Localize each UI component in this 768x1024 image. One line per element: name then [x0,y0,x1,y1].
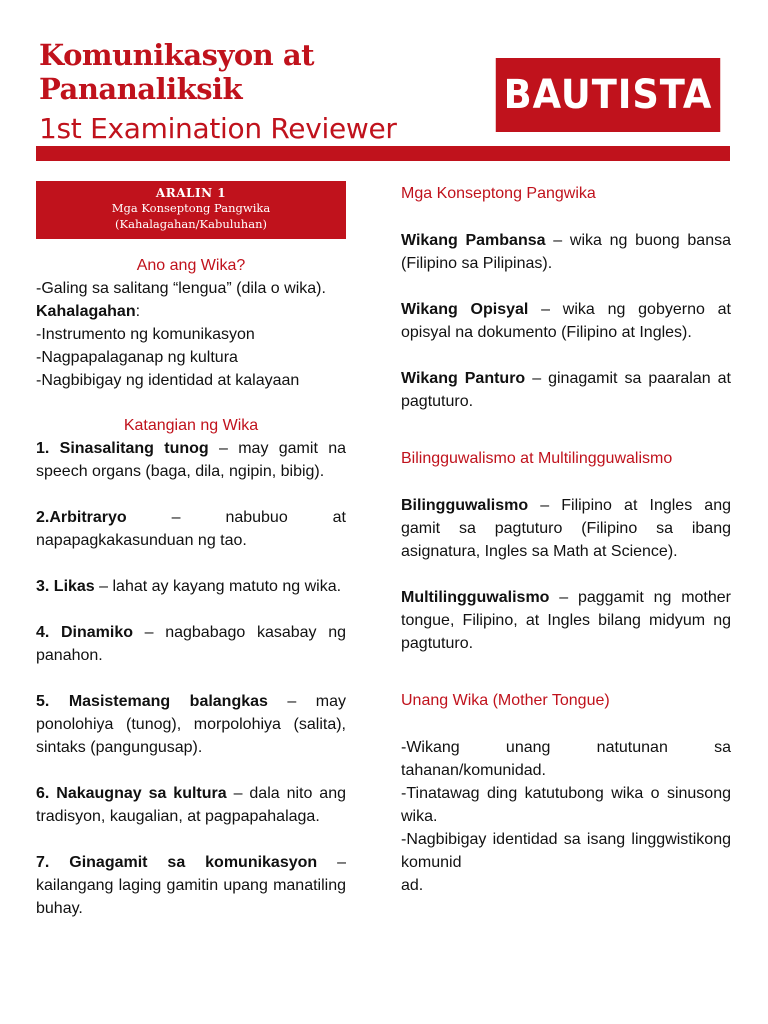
left-column [36,254,346,920]
katangian-term: 1. Sinasalitang tunog [36,440,209,457]
lesson-banner [36,181,346,239]
katangian-desc: – kailangang laging gamitin upang manatiling buhay. [36,854,346,917]
author-name: BAUTISTA [503,72,713,118]
wika-origin-text: -Galing sa salitang “lengua” (dila o wika). [36,280,326,297]
lesson-title: Mga Konseptong Pangwika [111,201,271,215]
katangian-term: 4. Dinamiko [36,624,134,641]
lesson-subtitle: (Kahalagahan/Kabuluhan) [115,217,267,231]
konsepto-item [401,298,731,344]
document-title [39,38,314,106]
bilingg-desc: – paggamit ng mother tongue, Filipino, at Ingles bilang midyum ng pagtuturo. [401,589,731,652]
katangian-item [36,782,346,828]
konsepto-term: Wikang Opisyal [401,301,529,318]
konsepto-desc: – wika ng buong bansa (Filipino sa Pilipinas). [401,232,732,272]
unang-item-last-tail: ad. [401,877,424,894]
konsepto-item [401,367,731,413]
unang-item: -Wikang unang natutunan sa tahanan/komunidad. [401,739,731,779]
bilingg-term: Bilingguwalismo [401,497,529,514]
bilingg-desc: – Filipino at Ingles ang gamit sa pagtuturo (Filipino sa ibang asignatura, Ingles sa Math at Science). [401,497,731,560]
kahalagahan-item: -Nagbibigay ng identidad at kalayaan [36,372,300,389]
katangian-item [36,621,346,667]
katangian-term: 7. Ginagamit sa komunikasyon [36,854,318,871]
section-heading-wika: Ano ang Wika? [136,257,246,274]
katangian-desc: – may ponolohiya (tunog), morpolohiya (salita), sintaks (pangungusap). [36,693,346,756]
katangian-term: 3. Likas [36,578,95,595]
title-line-2: Pananaliksik [39,72,243,106]
katangian-desc: – dala nito ang tradisyon, kaugalian, at pagpapahalaga. [36,785,346,825]
katangian-item [36,506,346,552]
section-heading-unang-wika: Unang Wika (Mother Tongue) [401,692,610,709]
konsepto-term: Wikang Pambansa [401,232,546,249]
document-subtitle: 1st Examination Reviewer [39,112,397,145]
bilingg-term: Multilingguwalismo [401,589,550,606]
katangian-desc: – may gamit na speech organs (baga, dila, ngipin, bibig). [36,440,347,480]
katangian-term: 2.Arbitraryo [36,509,127,526]
header-divider [36,146,730,161]
kahalagahan-label: Kahalagahan [36,303,136,320]
unang-item: -Tinatawag ding katutubong wika o sinusong wika. [401,785,731,825]
right-column [401,182,731,897]
konsepto-term: Wikang Panturo [401,370,526,387]
katangian-term: 6. Nakaugnay sa kultura [36,785,227,802]
lesson-label: ARALIN 1 [155,186,227,200]
section-heading-bilingguwalismo: Bilingguwalismo at Multilingguwalismo [401,450,673,467]
section-heading-konsepto: Mga Konseptong Pangwika [401,185,596,202]
katangian-item [36,851,346,920]
konsepto-desc: – wika ng gobyerno at opisyal na dokumento (Filipino at Ingles). [401,301,732,341]
unang-item-last: -Nagbibigay identidad sa isang linggwistikong komunid [401,831,731,871]
bilingg-item [401,494,731,563]
katangian-item [36,575,346,598]
katangian-desc: – lahat ay kayang matuto ng wika. [94,578,342,595]
kahalagahan-item: -Instrumento ng komunikasyon [36,326,255,343]
title-line-1: Komunikasyon at [39,38,315,72]
konsepto-desc: – ginagamit sa paaralan at pagtuturo. [401,370,732,410]
katangian-desc: – nabubuo at napapagkakasunduan ng tao. [36,509,346,549]
katangian-desc: – nagbabago kasabay ng panahon. [36,624,346,664]
kahalagahan-line: Kahalagahan: [36,303,141,320]
kahalagahan-item: -Nagpapalaganap ng kultura [36,349,238,366]
katangian-term: 5. Masistemang balangkas [36,693,268,710]
bilingg-item [401,586,731,655]
konsepto-item [401,229,731,275]
section-heading-katangian: Katangian ng Wika [123,417,259,434]
author-name-box [496,58,720,132]
katangian-item [36,690,346,759]
katangian-item [36,437,346,483]
